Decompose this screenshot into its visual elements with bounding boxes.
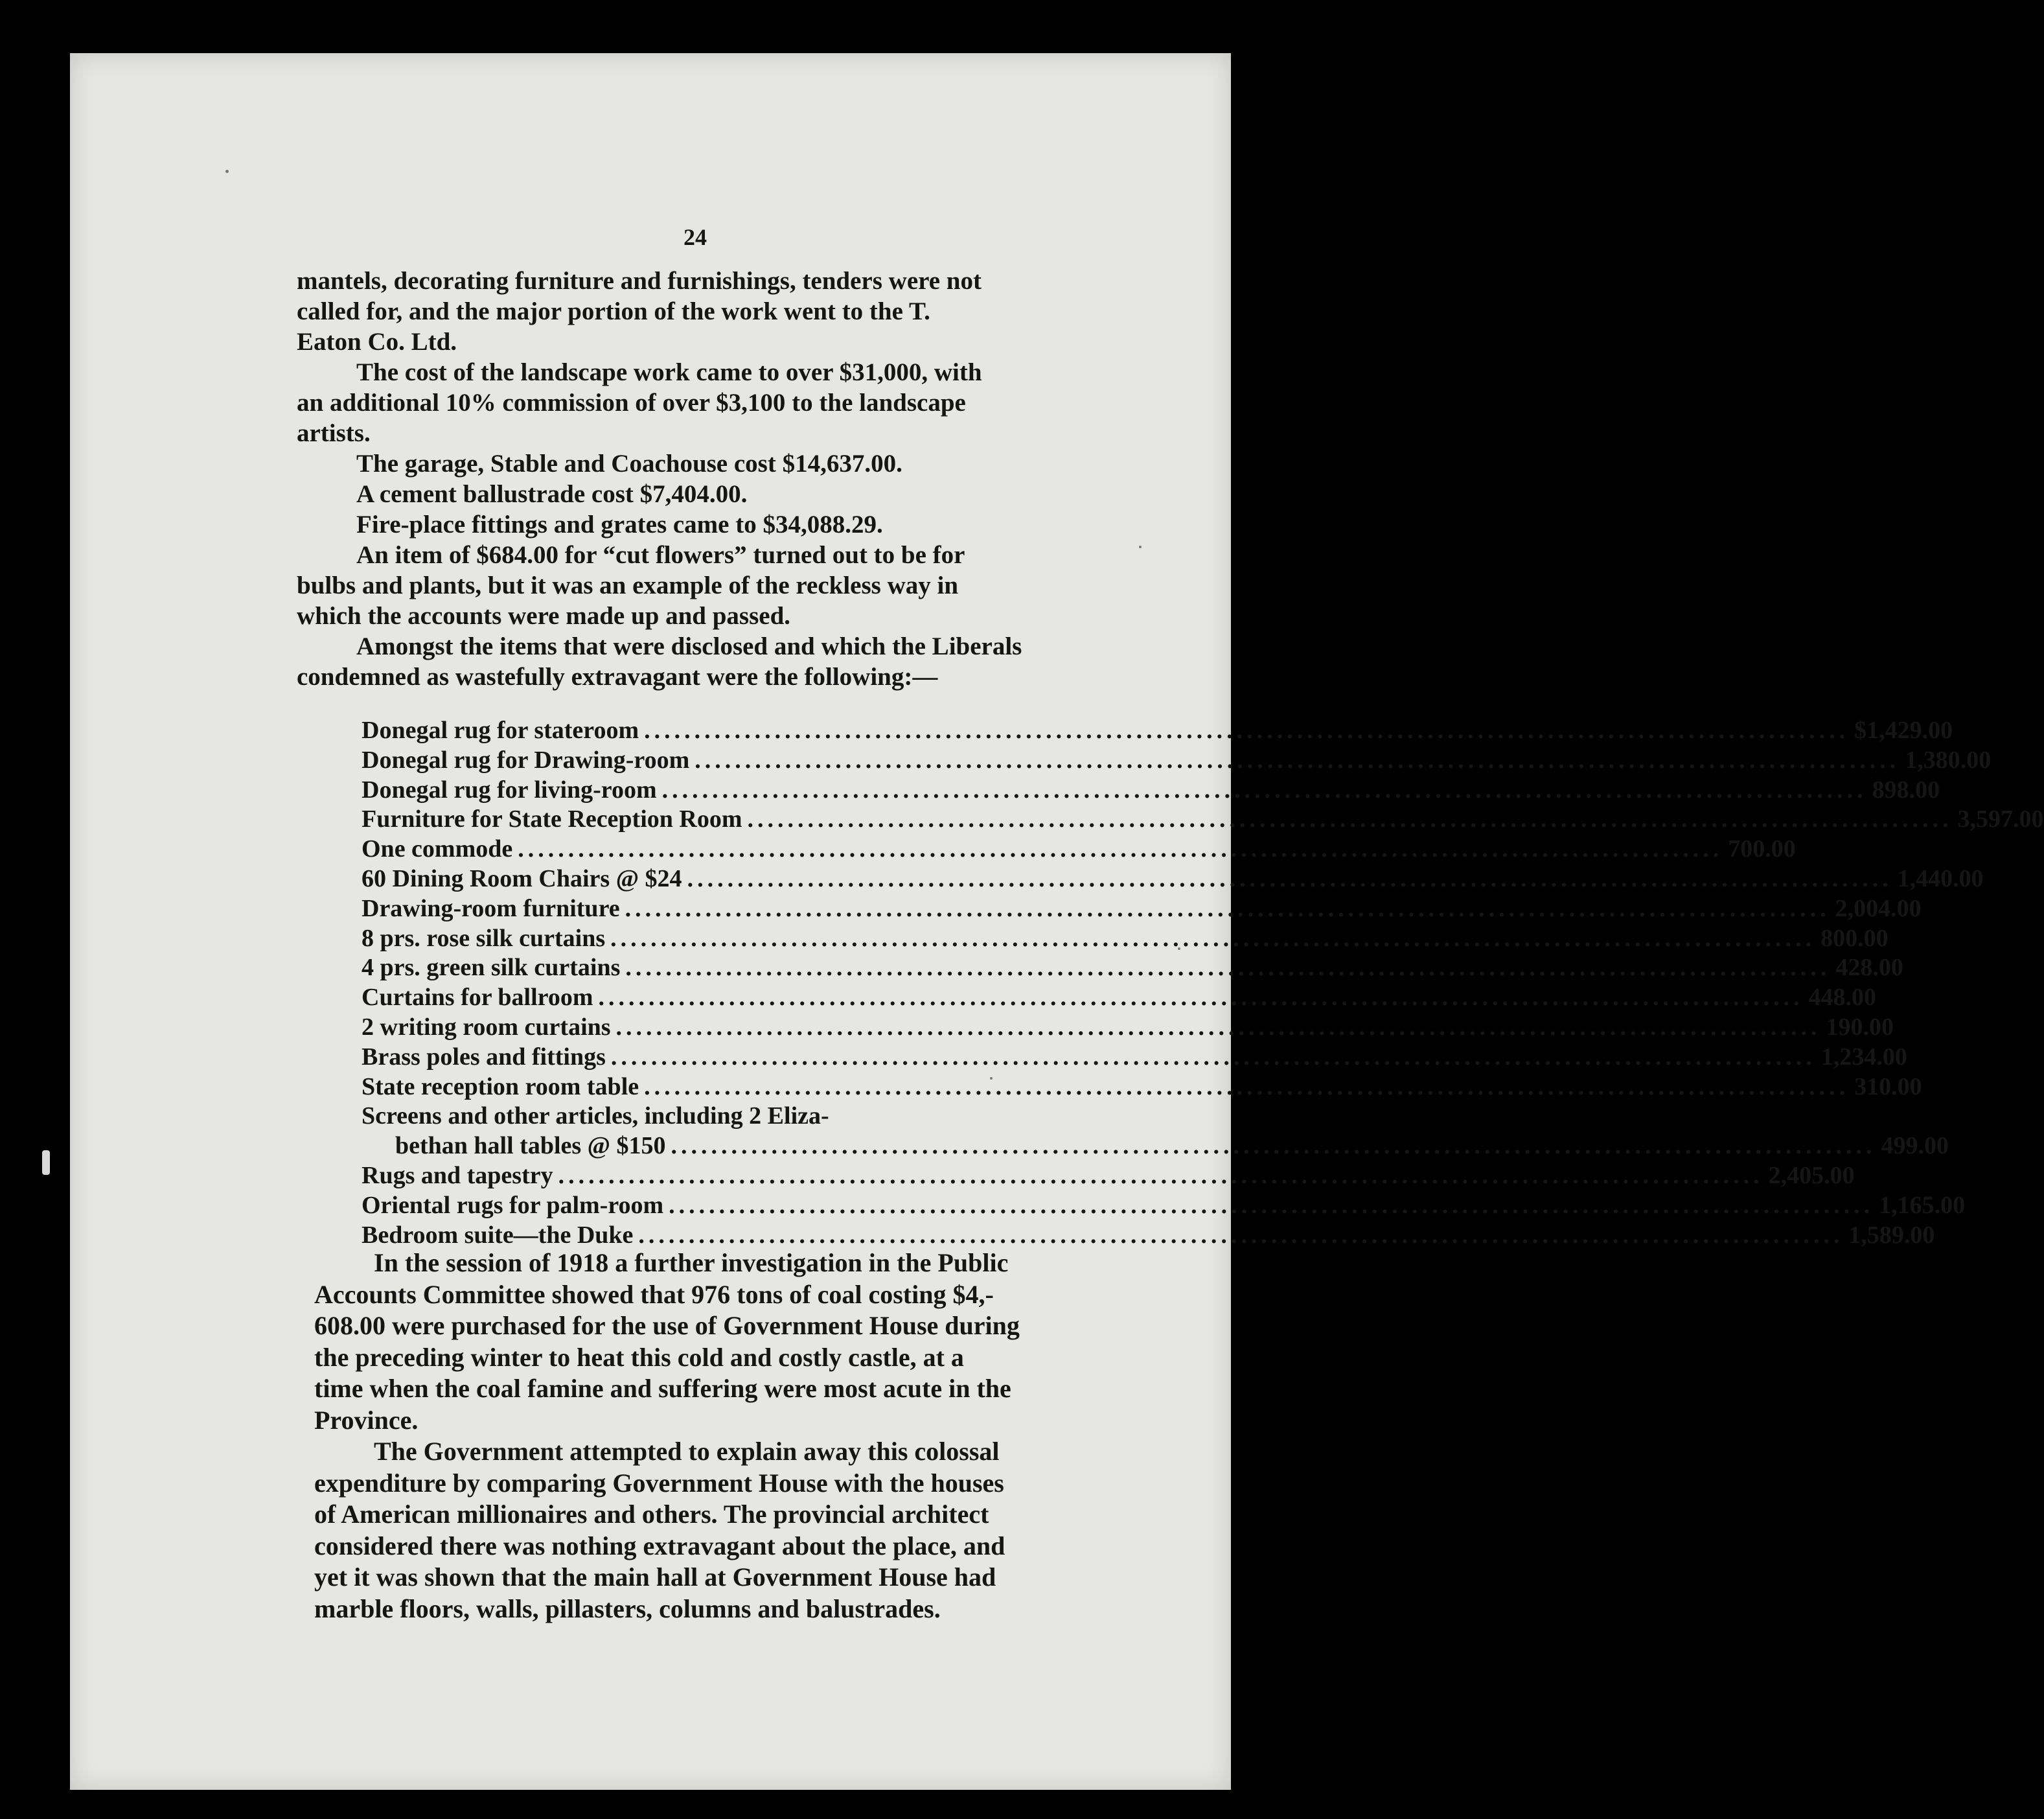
expense-row (362, 1072, 1922, 1102)
expense-amount: 2,405.00 (1768, 1161, 1855, 1189)
expense-label: 8 prs. rose silk curtains (362, 924, 606, 952)
text-line: In the session of 1918 a further investigation in the Public (374, 1248, 1009, 1277)
expense-row (362, 746, 1992, 776)
expense-label: 2 writing room curtains (362, 1013, 611, 1041)
body-text-top (297, 266, 1107, 692)
expense-row (362, 1161, 1855, 1191)
expense-row (362, 835, 1796, 864)
expense-row (362, 1131, 1949, 1161)
expense-amount: 448.00 (1808, 984, 1876, 1012)
text-line: an additional 10% commission of over $3,100 to the landscape (297, 389, 966, 417)
expense-amount: $1,429.00 (1854, 717, 1953, 744)
dot-leader: ........................................................................................................................ (518, 835, 1723, 863)
page-number: 24 (683, 224, 707, 250)
dot-leader: ........................................................................................................................ (625, 894, 1830, 922)
text-line: bulbs and plants, but it was an example of the reckless way in (297, 572, 959, 599)
expense-label: Drawing-room furniture (362, 894, 620, 922)
dot-leader: ........................................................................................................................ (625, 954, 1831, 982)
dot-leader: ........................................................................................................................ (610, 1043, 1816, 1071)
expense-label: Curtains for ballroom (362, 984, 593, 1012)
expense-row (362, 1102, 1081, 1131)
expense-amount: 310.00 (1854, 1072, 1922, 1100)
expense-row (362, 1191, 1966, 1221)
body-text-bottom (314, 1247, 1138, 1625)
expense-row (362, 924, 1889, 954)
expense-row (362, 894, 1922, 924)
expense-label: Rugs and tapestry (362, 1161, 553, 1189)
dot-leader: ........................................................................................................................ (558, 1161, 1763, 1189)
dot-leader: ........................................................................................................................ (615, 1013, 1821, 1041)
scan-mark (42, 1150, 50, 1175)
dot-leader: ........................................................................................................................ (638, 1221, 1844, 1249)
expense-amount: 1,165.00 (1879, 1191, 1966, 1219)
text-line: Accounts Committee showed that 976 tons of coal costing $4,- (314, 1279, 994, 1309)
text-line: called for, and the major portion of the work went to the T. (297, 297, 930, 325)
expense-label: One commode (362, 835, 513, 863)
dot-leader: ........................................................................................................................ (644, 1072, 1850, 1100)
expense-amount: 499.00 (1881, 1132, 1949, 1160)
speck (1139, 546, 1142, 548)
expense-label: 4 prs. green silk curtains (362, 954, 621, 982)
expense-label: State reception room table (362, 1072, 639, 1100)
dot-leader: ........................................................................................................................ (687, 864, 1892, 892)
expense-amount: 1,380.00 (1905, 746, 1992, 774)
text-line: expenditure by comparing Government House with the houses (314, 1468, 1004, 1498)
expense-label: Bedroom suite—the Duke (362, 1221, 634, 1249)
expense-label: Furniture for State Reception Room (362, 805, 742, 833)
expense-label: Donegal rug for living-room (362, 776, 657, 804)
text-line: considered there was nothing extravagant about the place, and (314, 1531, 1005, 1560)
expense-row (362, 1013, 1894, 1043)
expense-amount: 190.00 (1826, 1013, 1894, 1041)
text-line: Amongst the items that were disclosed and which the Liberals (356, 632, 1022, 660)
expense-row (362, 1221, 1935, 1251)
expense-amount: 700.00 (1728, 835, 1796, 863)
expense-row (362, 716, 1953, 746)
dot-leader: ........................................................................................................................ (669, 1191, 1874, 1219)
text-line: which the accounts were made up and passed. (297, 602, 791, 630)
text-line: condemned as wastefully extravagant were the following:— (297, 663, 938, 691)
expense-row (362, 805, 2044, 835)
expense-row (362, 953, 1903, 983)
text-line: The cost of the landscape work came to over $31,000, with (356, 358, 982, 386)
expense-label: Donegal rug for Drawing-room (362, 746, 690, 774)
expense-label: bethan hall tables @ $150 (395, 1132, 666, 1160)
text-line: the preceding winter to heat this cold and costly castle, at a (314, 1342, 964, 1372)
expense-row (362, 983, 1876, 1013)
expense-list (362, 716, 2044, 1250)
expense-label: Oriental rugs for palm-room (362, 1191, 664, 1219)
expense-amount: 2,004.00 (1835, 894, 1922, 922)
dot-leader: ........................................................................................................................ (598, 984, 1804, 1012)
dot-leader: ........................................................................................................................ (695, 746, 1900, 774)
expense-row (362, 776, 1940, 805)
dot-leader: ........................................................................................................................ (661, 776, 1867, 804)
text-line: time when the coal famine and suffering were most acute in the (314, 1374, 1011, 1403)
text-line: 608.00 were purchased for the use of Government House during (314, 1311, 1020, 1340)
text-line: yet it was shown that the main hall at Government House had (314, 1562, 996, 1592)
expense-label: Donegal rug for stateroom (362, 717, 639, 744)
text-line: mantels, decorating furniture and furnishings, tenders were not (297, 267, 982, 295)
text-line: of American millionaires and others. The provincial architect (314, 1500, 989, 1529)
text-line: Eaton Co. Ltd. (297, 328, 457, 356)
expense-label: Screens and other articles, including 2 Eliza- (362, 1102, 829, 1130)
text-line: artists. (297, 419, 371, 447)
expense-amount: 1,440.00 (1897, 864, 1984, 892)
speck (225, 170, 229, 173)
expense-amount: 800.00 (1820, 924, 1889, 952)
text-line: A cement ballustrade cost $7,404.00. (356, 480, 748, 508)
expense-row (362, 1043, 1907, 1072)
expense-amount: 3,597.00 (1957, 805, 2044, 833)
text-line: An item of $684.00 for “cut flowers” turned out to be for (356, 541, 965, 569)
expense-label: Brass poles and fittings (362, 1043, 606, 1071)
expense-amount: 1,589.00 (1848, 1221, 1935, 1249)
text-line: The garage, Stable and Coachouse cost $14,637.00. (356, 450, 902, 478)
expense-amount: 428.00 (1835, 954, 1903, 982)
expense-amount: 1,234.00 (1820, 1043, 1907, 1071)
expense-row (362, 864, 1984, 894)
text-line: marble floors, walls, pillasters, columns and balustrades. (314, 1593, 941, 1623)
dot-leader: ........................................................................................................................ (610, 924, 1816, 952)
dot-leader: ........................................................................................................................ (644, 717, 1850, 744)
expense-label: 60 Dining Room Chairs @ $24 (362, 864, 682, 892)
text-line: Fire-place fittings and grates came to $34,088.29. (356, 511, 883, 539)
text-line: Province. (314, 1405, 419, 1435)
text-line: The Government attempted to explain away this colossal (374, 1437, 1000, 1466)
dot-leader: ........................................................................................................................ (671, 1132, 1876, 1160)
expense-amount: 898.00 (1872, 776, 1940, 804)
dot-leader: ........................................................................................................................ (747, 805, 1953, 833)
